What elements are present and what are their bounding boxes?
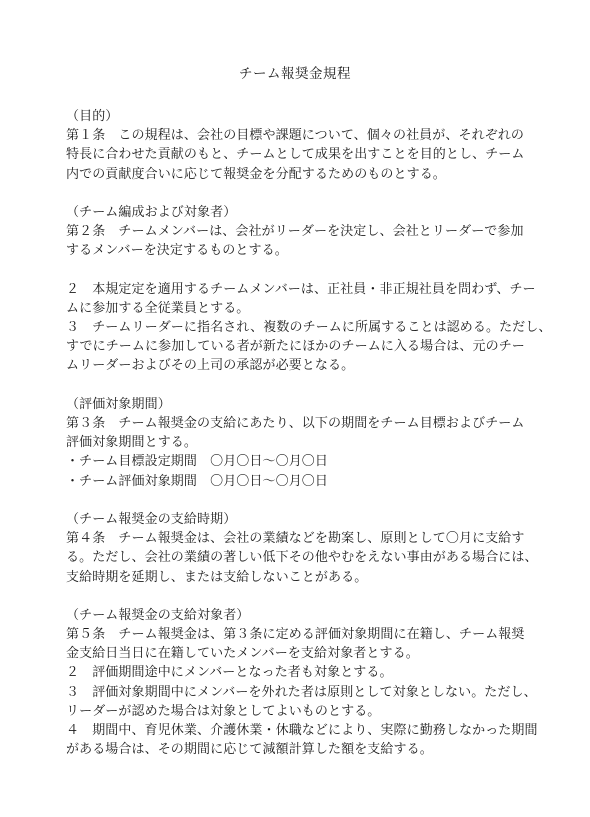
section-heading: （チーム報奨金の支給時期） [66, 511, 237, 527]
document-title: チーム報奨金規程 [239, 66, 351, 82]
body-line: る。ただし、会社の業績の著しい低下その他やむをえない事由がある場合には、 [66, 550, 538, 566]
blank-line [66, 491, 536, 510]
blank-line [66, 184, 536, 203]
section-heading: （チーム編成および対象者） [66, 204, 237, 220]
body-line: 特長に合わせた貢献のもと、チームとして成果を出すことを目的とし、チーム [66, 147, 525, 163]
body-line: ２ 評価期間途中にメンバーとなった者も対象とする。 [66, 665, 393, 681]
body-line: 第４条 チーム報奨金は、会社の業績などを勘案し、原則として〇月に支給す [66, 531, 525, 547]
body-line: 内での貢献度合いに応じて報奨金を分配するためのものとする。 [66, 166, 446, 182]
body-line: ４ 期間中、育児休業、介護休業・休職などにより、実際に勤務しなかった期間 [66, 723, 538, 738]
body-line: リーダーが認めた場合は対象としてよいものとする。 [66, 703, 381, 719]
body-line: 第１条 この規程は、会社の目標や課題について、個々の社員が、それぞれの [66, 128, 524, 144]
section-heading: （評価対象期間） [66, 396, 171, 412]
body-line: 第５条 チーム報奨金は、第３条に定める評価対象期間に在籍し、チーム報奨 [66, 627, 525, 643]
body-line: するメンバーを決定するものとする。 [66, 243, 288, 259]
body-line: ・チーム評価対象期間 〇月〇日～〇月〇日 [66, 473, 329, 489]
body-line: 評価対象期間とする。 [66, 435, 198, 451]
section-heading: （目的） [66, 109, 119, 124]
body-line: ３ 評価対象期間中にメンバーを外れた者は原則として対象としない。ただし、 [66, 684, 537, 700]
body-line: ３ チームリーダーに指名され、複数のチームに所属することは認める。ただし、 [66, 320, 552, 336]
section-heading: （チーム報奨金の支給対象者） [66, 607, 250, 623]
body-line: ・チーム目標設定期間 〇月〇日～〇月〇日 [66, 454, 329, 470]
body-line: がある場合は、その期間に応じて減額計算した額を支給する。 [66, 742, 433, 758]
body-line: ムに参加する全従業員とする。 [66, 300, 250, 316]
body-line: 第３条 チーム報奨金の支給にあたり、以下の期間をチーム目標およびチーム [66, 416, 525, 431]
body-line: すでにチームに参加している者が新たにほかのチームに入る場合は、元のチー [66, 339, 525, 355]
blank-line [66, 376, 536, 395]
body-line: ムリーダーおよびその上司の承認が必要となる。 [66, 358, 355, 374]
document-body [66, 107, 552, 759]
body-line: 第２条 チームメンバーは、会社がリーダーを決定し、会社とリーダーで参加 [66, 224, 524, 240]
blank-line [66, 587, 536, 606]
body-line: 支給時期を延期し、または支給しないことがある。 [66, 569, 368, 585]
body-line: 金支給日当日に在籍していたメンバーを支給対象者とする。 [66, 646, 419, 662]
body-line: ２ 本規定定を適用するチームメンバーは、正社員・非正規社員を問わず、チー [66, 281, 536, 297]
blank-line [66, 261, 536, 280]
